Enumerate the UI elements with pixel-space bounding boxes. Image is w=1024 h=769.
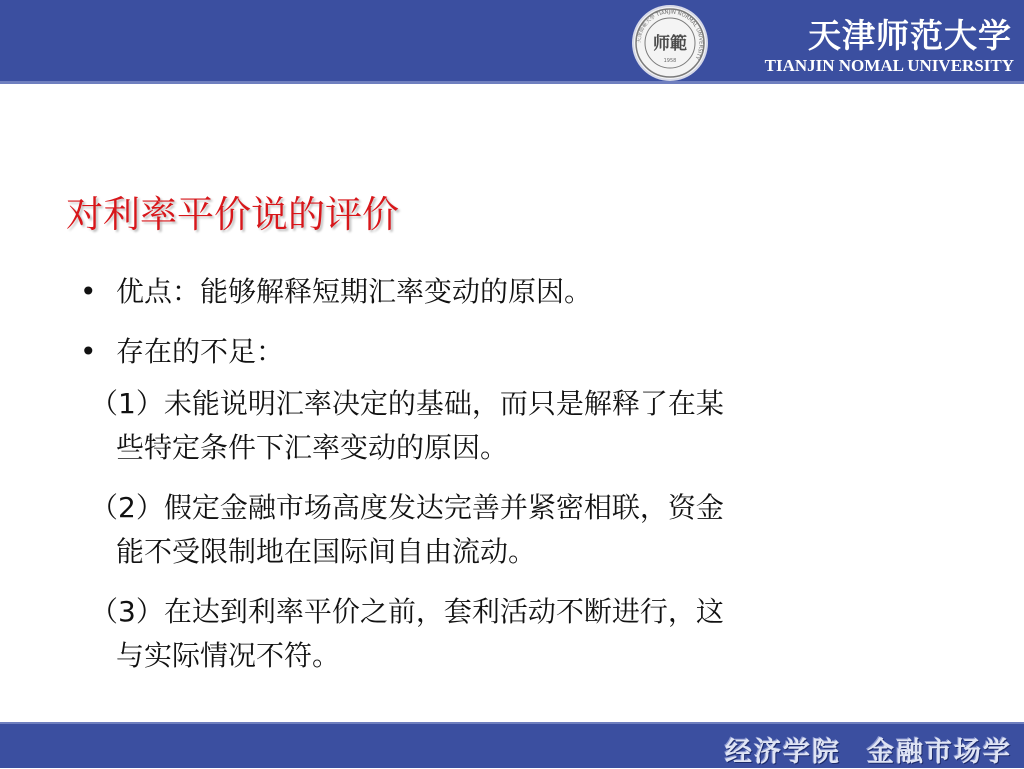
footer-course: 金融市场学 (867, 737, 1012, 768)
bullet-marker: • (80, 275, 97, 308)
footer-label (725, 730, 1012, 769)
seal-emblem-icon (634, 7, 706, 79)
svg-text:师範: 师範 (653, 34, 687, 54)
slide-title: 对利率平价说的评价 (66, 193, 399, 236)
point-text-line: （2）假定金融市场高度发达完善并紧密相联，资金 (90, 491, 724, 524)
university-seal-logo (634, 7, 706, 79)
university-name-chinese: 天津师范大学 (808, 16, 1012, 55)
university-name-english: TIANJIN NOMAL UNIVERSITY (764, 56, 1014, 75)
point-1 (90, 382, 980, 470)
bullet-text: 存在的不足： (116, 335, 285, 368)
bullet-text: 优点：能够解释短期汇率变动的原因。 (116, 275, 593, 308)
point-text-line: （1）未能说明汇率决定的基础，而只是解释了在某 (90, 387, 724, 420)
point-text-line: 能不受限制地在国际间自由流动。 (116, 535, 537, 568)
point-3 (90, 590, 980, 678)
point-text-line: （3）在达到利率平价之前，套利活动不断进行，这 (90, 595, 724, 628)
footer-banner (0, 722, 1024, 768)
point-text-line: 些特定条件下汇率变动的原因。 (116, 431, 509, 464)
bullet-marker: • (80, 335, 97, 368)
header-banner (0, 0, 1024, 84)
point-2 (90, 486, 980, 574)
bullet-item-shortcomings (80, 330, 284, 370)
point-text-line: 与实际情况不符。 (116, 639, 341, 672)
svg-text:1958: 1958 (663, 58, 677, 64)
svg-text:天津師範大學 TIANJIN NORMAL UNIVERSI: 天津師範大學 TIANJIN NORMAL UNIVERSITY (636, 9, 704, 61)
footer-school: 经济学院 (725, 737, 841, 768)
bullet-item-advantage (80, 270, 592, 310)
